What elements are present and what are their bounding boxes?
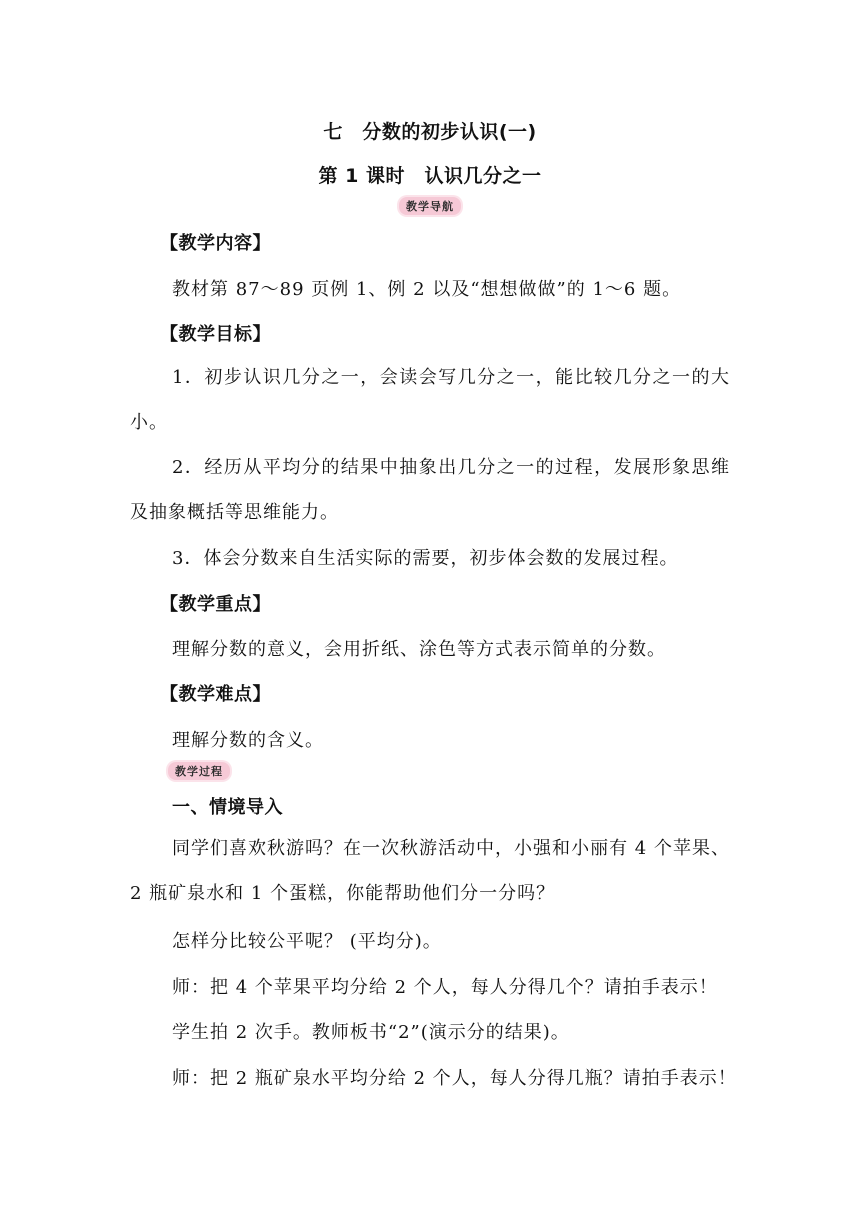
process-badge-wrap <box>168 760 230 780</box>
content-heading: 【教学内容】 <box>160 233 271 254</box>
difficulty-heading: 【教学难点】 <box>160 684 271 705</box>
chapter-title: 七 分数的初步认识(一) <box>323 121 537 143</box>
goals-heading: 【教学目标】 <box>160 324 271 345</box>
key-heading: 【教学重点】 <box>160 594 271 615</box>
teaching-nav-badge: 教学导航 <box>399 197 461 215</box>
goal-item-1: 1．初步认识几分之一，会读会写几分之一，能比较几分之一的大小。 <box>130 367 730 433</box>
lesson-title: 第 1 课时 认识几分之一 <box>318 165 542 187</box>
process-paragraph-1: 同学们喜欢秋游吗？在一次秋游活动中，小强和小丽有 4 个苹果、2 瓶矿泉水和 1 个蛋糕，你能帮助他们分一分吗？ <box>130 838 730 904</box>
process-paragraph-2: 怎样分比较公平呢？ (平均分)。 <box>172 931 442 952</box>
teaching-nav-badge-wrap <box>0 195 860 215</box>
process-paragraph-3: 师：把 4 个苹果平均分给 2 个人，每人分得几个？请拍手表示！ <box>172 977 718 998</box>
process-paragraph-5: 师：把 2 瓶矿泉水平均分给 2 个人，每人分得几瓶？请拍手表示！ <box>172 1068 737 1089</box>
intro-heading: 一、情境导入 <box>172 797 283 818</box>
difficulty-text: 理解分数的含义。 <box>172 730 324 751</box>
process-paragraph-4: 学生拍 2 次手。教师板书“2”(演示分的结果)。 <box>172 1022 570 1043</box>
goal-item-3: 3．体会分数来自生活实际的需要，初步体会数的发展过程。 <box>172 548 679 569</box>
key-text: 理解分数的意义，会用折纸、涂色等方式表示简单的分数。 <box>172 639 666 660</box>
process-badge: 教学过程 <box>168 762 230 780</box>
content-text: 教材第 87～89 页例 1、例 2 以及“想想做做”的 1～6 题。 <box>172 279 682 300</box>
goal-item-2: 2．经历从平均分的结果中抽象出几分之一的过程，发展形象思维及抽象概括等思维能力。 <box>130 457 730 523</box>
